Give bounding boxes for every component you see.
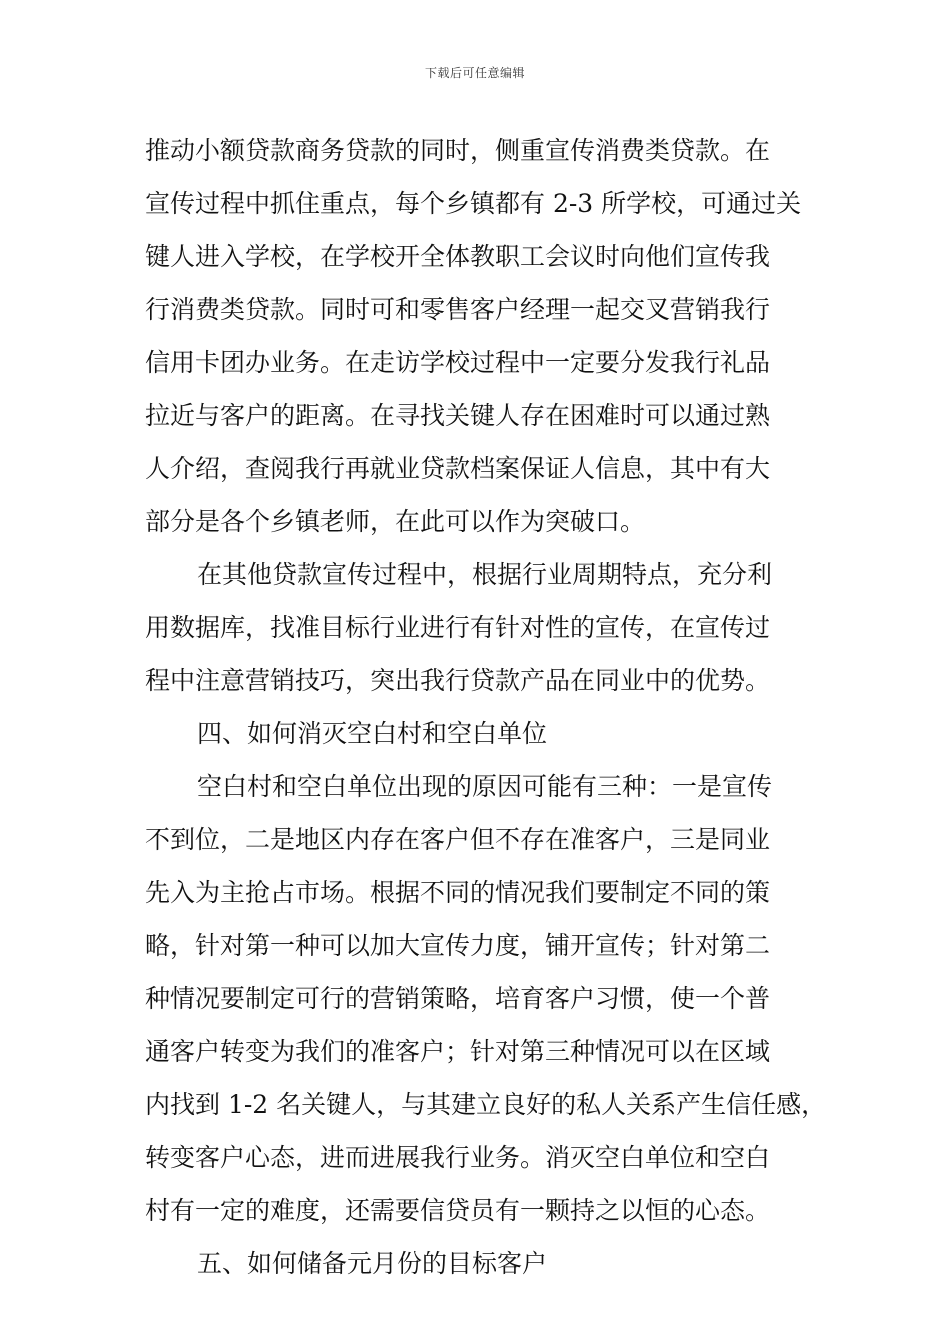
section-heading-5: 五、如何储备元月份的目标客户 (197, 1249, 548, 1278)
text-line: 不到位，二是地区内存在客户但不存在准客户，三是同业 (145, 825, 771, 854)
text-line: 村有一定的难度，还需要信贷员有一颗持之以恒的心态。 (145, 1196, 771, 1225)
paragraph-start-line: 空白村和空白单位出现的原因可能有三种：一是宣传 (197, 772, 773, 801)
text-line: 种情况要制定可行的营销策略，培育客户习惯，使一个普 (145, 984, 771, 1013)
text-line: 人介绍，查阅我行再就业贷款档案保证人信息，其中有大 (145, 454, 771, 483)
text-line: 推动小额贷款商务贷款的同时，侧重宣传消费类贷款。在 (145, 136, 771, 165)
text-line: 键人进入学校，在学校开全体教职工会议时向他们宣传我 (145, 242, 771, 271)
text-line: 内找到 1-2 名关键人，与其建立良好的私人关系产生信任感， (145, 1090, 827, 1119)
text-line: 拉近与客户的距离。在寻找关键人存在困难时可以通过熟 (145, 401, 771, 430)
document-body (145, 124, 827, 1290)
text-line: 信用卡团办业务。在走访学校过程中一定要分发我行礼品 (145, 348, 771, 377)
text-line: 用数据库，找准目标行业进行有针对性的宣传，在宣传过 (145, 613, 771, 642)
page-header: 下载后可任意编辑 (424, 66, 525, 80)
text-line: 先入为主抢占市场。根据不同的情况我们要制定不同的策 (145, 878, 771, 907)
text-line: 部分是各个乡镇老师，在此可以作为突破口。 (145, 507, 646, 536)
section-heading-4: 四、如何消灭空白村和空白单位 (197, 719, 548, 748)
text-line: 通客户转变为我们的准客户；针对第三种情况可以在区域 (145, 1037, 771, 1066)
text-line: 行消费类贷款。同时可和零售客户经理一起交叉营销我行 (145, 295, 771, 324)
text-line: 转变客户心态，进而进展我行业务。消灭空白单位和空白 (145, 1143, 771, 1172)
text-line: 略，针对第一种可以加大宣传力度，铺开宣传；针对第二 (145, 931, 771, 960)
text-line: 程中注意营销技巧，突出我行贷款产品在同业中的优势。 (145, 666, 771, 695)
text-line: 宣传过程中抓住重点，每个乡镇都有 2-3 所学校，可通过关 (145, 189, 802, 218)
paragraph-start-line: 在其他贷款宣传过程中，根据行业周期特点，充分利 (197, 560, 773, 589)
